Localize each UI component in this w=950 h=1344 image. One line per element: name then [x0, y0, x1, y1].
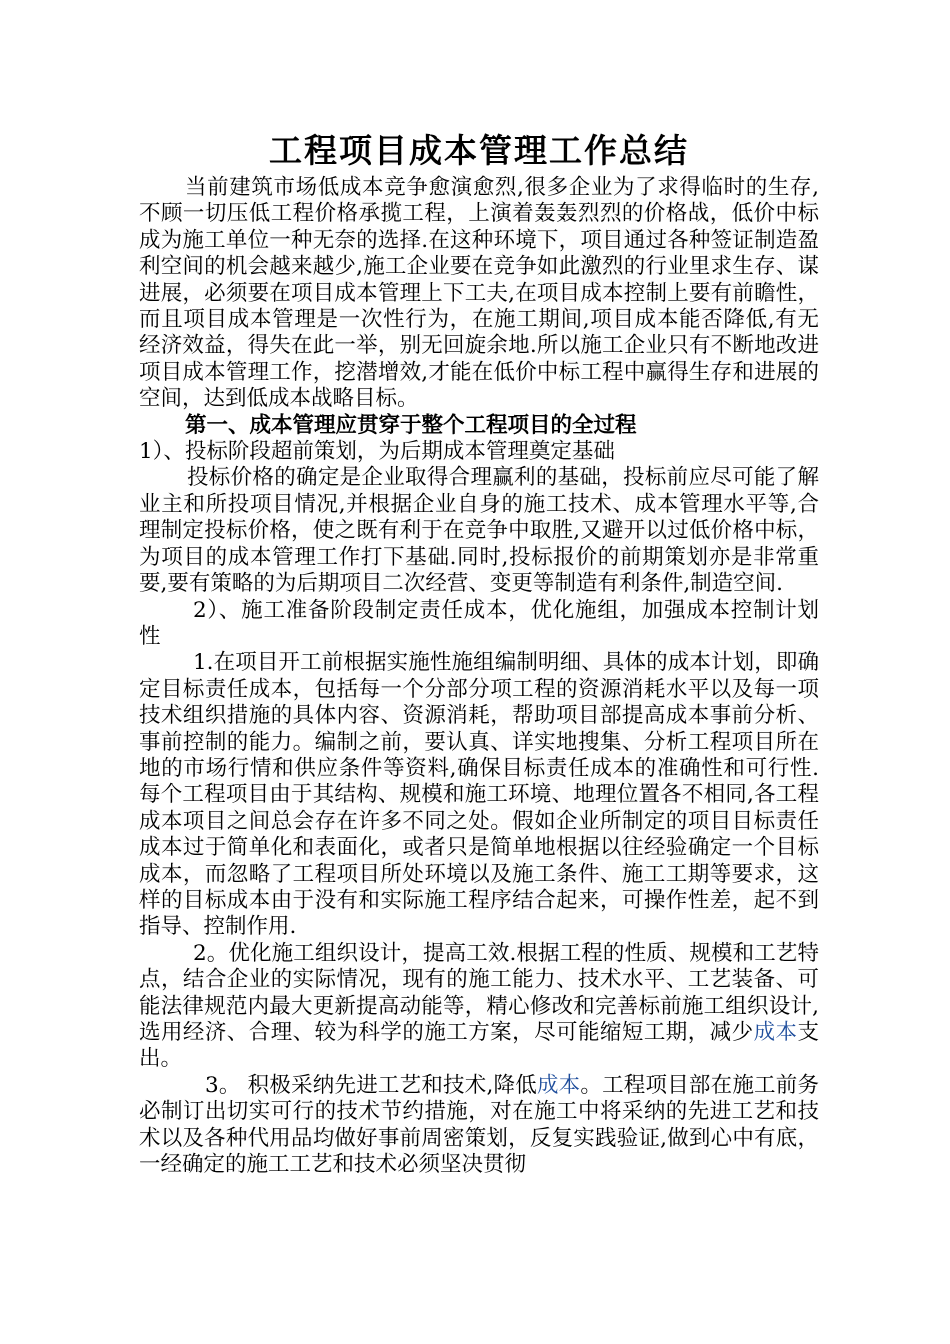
cost-link[interactable]: 成本 — [753, 1020, 798, 1045]
subsection-heading-1: 1）、投标阶段超前策划，为后期成本管理奠定基础 — [139, 439, 615, 465]
subsection-body-1: 投标价格的确定是企业取得合理赢利的基础，投标前应尽可能了解业主和所投项目情况,并根据企业自身的施工技术、成本管理水平等,合理制定投标价格，使之既有利于在竞争中取胜,又避开以过低价格中标，为项目的成本管理工作打下基础.同时,投标报价的前期策划亦是非常重要,要有策略的为后期项目二次经营、变更等制造有利条件,制造空间. — [139, 465, 819, 597]
item-3-paragraph — [139, 1073, 819, 1179]
item-1-paragraph: 1.在项目开工前根据实施性施组编制明细、具体的成本计划，即确定目标责任成本，包括每一个分部分项工程的资源消耗水平以及每一项技术组织措施的具体内容、资源消耗，帮助项目部提高成本事前分析、事前控制的能力。编制之前，要认真、详实地搜集、分析工程项目所在地的市场行情和供应条件等资料,确保目标责任成本的准确性和可行性.每个工程项目由于其结构、规模和施工环境、地理位置各不相同,各工程成本项目之间总会存在许多不同之处。假如企业所制定的项目目标责任成本过于简单化和表面化，或者只是简单地根据以往经验确定一个目标成本，而忽略了工程项目所处环境以及施工条件、施工工期等要求，这样的目标成本由于没有和实际施工程序结合起来，可操作性差，起不到指导、控制作用. — [139, 650, 819, 940]
subsection-heading-2: 2）、施工准备阶段制定责任成本，优化施组，加强成本控制计划性 — [139, 597, 819, 649]
item-3-text: 3。 积极采纳先进工艺和技术,降低 — [205, 1072, 537, 1098]
item-2-tail: 支出。 — [139, 1020, 819, 1072]
item-2-paragraph — [139, 941, 819, 1073]
section-heading: 第一、成本管理应贯穿于整个工程项目的全过程 — [185, 412, 637, 438]
document-title: 工程项目成本管理工作总结 — [269, 131, 689, 170]
item-2-text: 2。优化施工组织设计，提高工效.根据工程的性质、规模和工艺特点，结合企业的实际情况，现有的施工能力、技术水平、工艺装备、可能法律规范内最大更新提高动能等，精心修改和完善标前施工组织设计,选用经济、合理、较为科学的施工方案，尽可能缩短工期，减少 — [139, 940, 819, 1045]
cost-link[interactable]: 成本 — [536, 1072, 581, 1098]
intro-paragraph: 当前建筑市场低成本竞争愈演愈烈,很多企业为了求得临时的生存,不顾一切压低工程价格承揽工程，上演着轰轰烈烈的价格战，低价中标成为施工单位一种无奈的选择.在这种环境下，项目通过各种签证制造盈利空间的机会越来越少,施工企业要在竞争如此激烈的行业里求生存、谋进展，必须要在项目成本管理上下工夫,在项目成本控制上要有前瞻性，而且项目成本管理是一次性行为，在施工期间,项目成本能否降低,有无经济效益，得失在此一举，别无回旋余地.所以施工企业只有不断地改进项目成本管理工作，挖潜增效,才能在低价中标工程中赢得生存和进展的空间，达到低成本战略目标。 — [139, 175, 819, 412]
item-3-tail: 。工程项目部在施工前务必制订出切实可行的技术节约措施，对在施工中将采纳的先进工艺和技术以及各种代用品均做好事前周密策划，反复实践验证,做到心中有底，一经确定的施工工艺和技术必须坚决贯彻 — [139, 1072, 819, 1178]
document-page — [139, 127, 819, 1178]
